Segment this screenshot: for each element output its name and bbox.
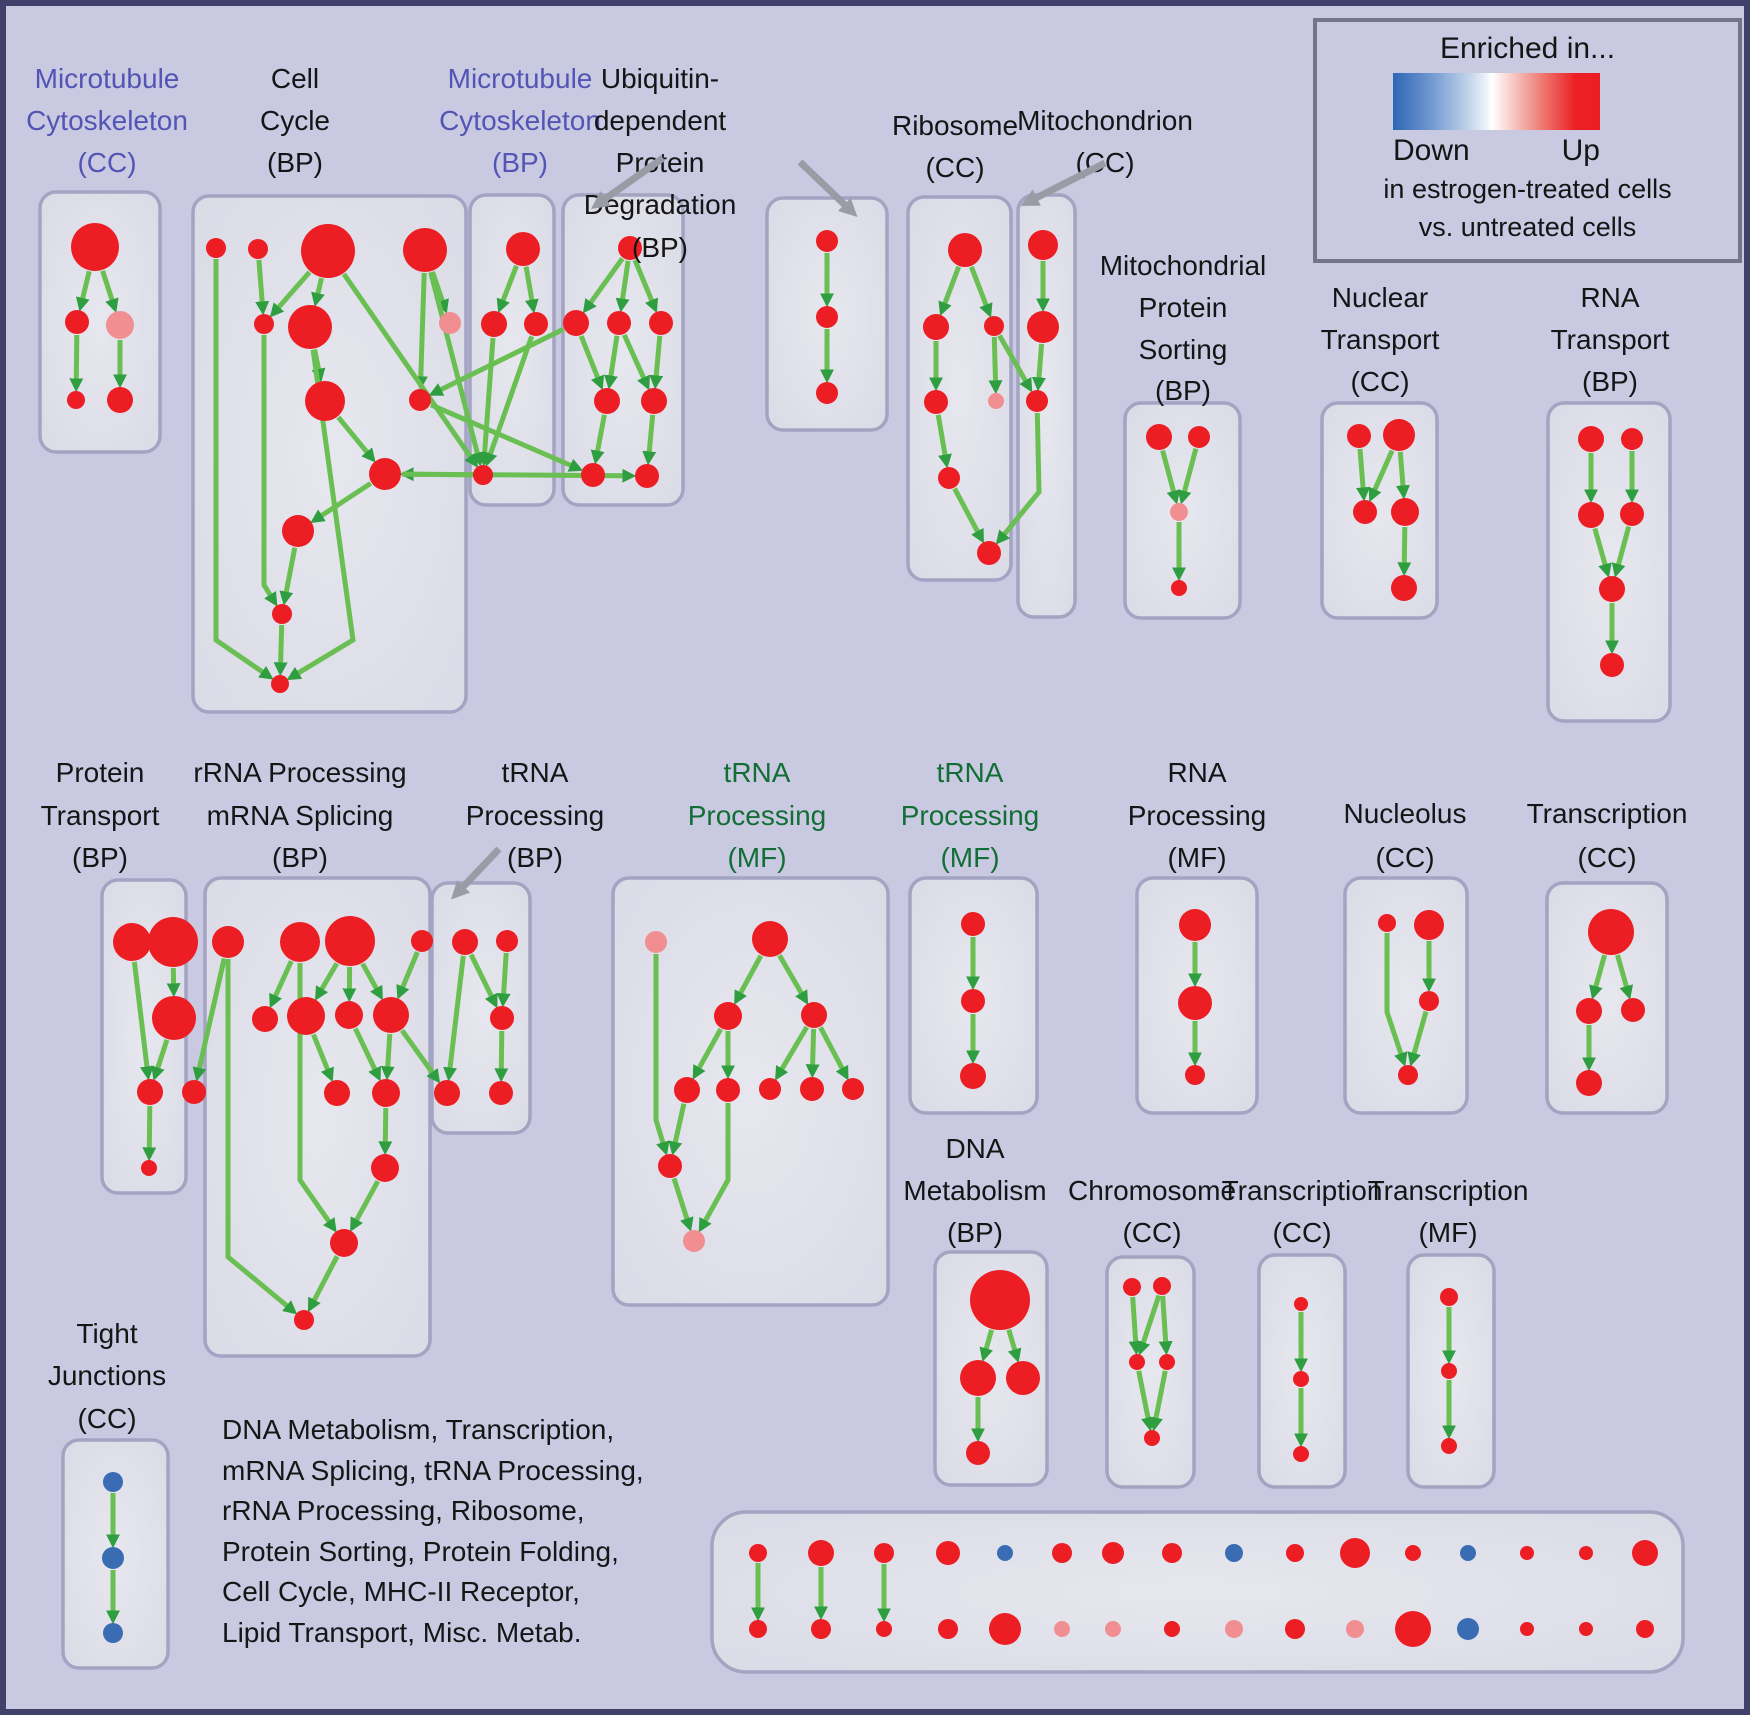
misc-clusters-text-line: DNA Metabolism, Transcription, [222, 1414, 615, 1445]
go-term-node [288, 305, 332, 349]
go-term-node [212, 926, 244, 958]
go-term-node [811, 1619, 831, 1639]
go-term-node [506, 232, 540, 266]
edge-arrow [1360, 449, 1363, 488]
go-term-node [287, 997, 325, 1035]
edge-arrow [1039, 344, 1042, 378]
go-term-node [371, 1154, 399, 1182]
go-term-node [874, 1543, 894, 1563]
go-term-node [1632, 1540, 1658, 1566]
edge-arrow [649, 415, 653, 452]
go-term-node [842, 1078, 864, 1100]
tc1-label: Transcription (CC) [1526, 798, 1688, 873]
go-term-node [1164, 1621, 1180, 1637]
misc-clusters-text-line: rRNA Processing, Ribosome, [222, 1495, 585, 1526]
go-term-node [645, 931, 667, 953]
go-term-node [67, 391, 85, 409]
go-term-node [252, 1006, 278, 1032]
go-term-node [490, 1006, 514, 1030]
go-term-node [988, 393, 1004, 409]
edge-arrow [1163, 1296, 1166, 1342]
go-term-node [876, 1621, 892, 1637]
ch-box [1107, 1257, 1194, 1487]
go-term-node [65, 310, 89, 334]
go-term-node [1286, 1544, 1304, 1562]
go-term-node [1225, 1544, 1243, 1562]
go-term-node [1294, 1297, 1308, 1311]
go-term-node [1440, 1288, 1458, 1306]
go-term-node [1414, 910, 1444, 940]
go-term-node [113, 923, 151, 961]
tj-label: Tight Junctions (CC) [47, 1318, 167, 1434]
go-term-node [1146, 424, 1172, 450]
go-term-node [683, 1230, 705, 1252]
go-term-node [1520, 1622, 1534, 1636]
go-term-node [563, 310, 589, 336]
go-term-node [1123, 1278, 1141, 1296]
mito-label: Mitochondrion (CC) [1017, 105, 1193, 178]
go-term-node [489, 1081, 513, 1105]
go-term-node [594, 388, 620, 414]
go-term-node [182, 1080, 206, 1104]
go-term-node [749, 1544, 767, 1562]
go-term-node [1578, 502, 1604, 528]
tmf-label: Transcription (MF) [1367, 1175, 1529, 1248]
edge-arrow [1400, 452, 1403, 486]
misc-clusters-text [222, 1410, 644, 1653]
go-term-node [1419, 991, 1439, 1011]
go-term-node [1391, 575, 1417, 601]
go-term-node [1178, 986, 1212, 1020]
go-term-node [141, 1160, 157, 1176]
tc2-label: Transcription (CC) [1221, 1175, 1383, 1248]
go-term-node [997, 1545, 1013, 1561]
go-term-node [816, 306, 838, 328]
go-term-node [607, 311, 631, 335]
go-term-node [1225, 1620, 1243, 1638]
go-term-node [102, 1547, 124, 1569]
go-term-node [294, 1310, 314, 1330]
go-term-node [481, 311, 507, 337]
rp-label: RNA Processing (MF) [1127, 757, 1267, 873]
go-term-node [103, 1472, 123, 1492]
go-term-node [1170, 503, 1188, 521]
go-term-node [254, 314, 274, 334]
go-term-node [1347, 424, 1371, 448]
go-term-node [107, 387, 133, 413]
go-term-node [1188, 426, 1210, 448]
go-term-node [1340, 1538, 1370, 1568]
go-term-node [924, 390, 948, 414]
edge-arrow [813, 1029, 814, 1065]
go-term-node [1285, 1619, 1305, 1639]
go-term-node [272, 604, 292, 624]
edge-arrow [421, 273, 424, 377]
edge-arrow [385, 1108, 386, 1142]
go-term-node [1129, 1354, 1145, 1370]
legend-up-label: Up [1561, 134, 1600, 167]
go-term-node [1185, 1065, 1205, 1085]
go-term-node [801, 1002, 827, 1028]
edge-arrow [504, 953, 507, 994]
mtcc-label: Microtubule Cytoskeleton (CC) [26, 63, 188, 178]
go-term-node [248, 239, 268, 259]
go-term-node [324, 1080, 350, 1106]
ub-label: Ubiquitin-dependent Protein Degradation (BP) [583, 63, 737, 263]
go-term-node [301, 224, 355, 278]
go-term-node [674, 1077, 700, 1103]
go-term-node [1520, 1546, 1534, 1560]
legend-down-label: Down [1393, 134, 1470, 167]
go-term-node [206, 238, 226, 258]
go-term-node [1346, 1620, 1364, 1638]
go-term-node [1576, 1070, 1602, 1096]
go-term-node [1026, 390, 1048, 412]
go-term-node [984, 316, 1004, 336]
go-term-node [635, 464, 659, 488]
go-term-node [581, 463, 605, 487]
annotation-arrow [1036, 163, 1105, 198]
legend-gradient-bar [1393, 73, 1600, 130]
go-term-node [1621, 428, 1643, 450]
mps-label: Mitochondrial Protein Sorting (BP) [1099, 250, 1267, 406]
go-term-node [1391, 498, 1419, 526]
go-term-node [71, 223, 119, 271]
go-term-node [1398, 1065, 1418, 1085]
go-term-node [649, 311, 673, 335]
go-term-node [1457, 1618, 1479, 1640]
go-term-node [816, 230, 838, 252]
go-term-node [936, 1541, 960, 1565]
go-term-node [1052, 1543, 1072, 1563]
go-term-node [1144, 1430, 1160, 1446]
go-term-node [938, 467, 960, 489]
go-term-node [411, 930, 433, 952]
go-term-node [923, 314, 949, 340]
go-term-node [1578, 426, 1604, 452]
go-term-node [1620, 502, 1644, 526]
go-term-node [373, 997, 409, 1033]
go-term-node [977, 541, 1001, 565]
edge-arrow [259, 260, 262, 302]
go-term-node [1353, 500, 1377, 524]
go-term-node [1006, 1361, 1040, 1395]
tm2-label: tRNA Processing (MF) [900, 757, 1040, 873]
misc-clusters-text-line: mRNA Splicing, tRNA Processing, [222, 1454, 644, 1486]
go-term-node [137, 1079, 163, 1105]
go-term-node [1378, 914, 1396, 932]
go-term-node [1588, 909, 1634, 955]
go-term-node [658, 1154, 682, 1178]
go-term-node [1293, 1446, 1309, 1462]
tb-label: tRNA Processing (BP) [465, 757, 605, 873]
go-term-node [280, 922, 320, 962]
go-term-node [1159, 1354, 1175, 1370]
go-term-node [1600, 653, 1624, 677]
go-term-node [1395, 1611, 1431, 1647]
legend-subtitle-1: in estrogen-treated cells [1383, 174, 1672, 204]
go-term-node [452, 929, 478, 955]
go-term-node [305, 381, 345, 421]
go-term-node [749, 1620, 767, 1638]
go-term-node [473, 465, 493, 485]
go-term-node [938, 1619, 958, 1639]
go-term-node [330, 1229, 358, 1257]
go-term-node [960, 1360, 996, 1396]
tm1-label: tRNA Processing (MF) [687, 757, 827, 873]
go-term-node [103, 1623, 123, 1643]
nt-label: Nuclear Transport (CC) [1320, 282, 1440, 397]
edge-arrow [149, 1106, 150, 1148]
go-term-node [1027, 311, 1059, 343]
go-term-node [641, 388, 667, 414]
edge-arrow [1133, 1297, 1136, 1342]
go-term-node [1636, 1620, 1654, 1638]
go-term-node [1179, 909, 1211, 941]
edge-arrow [388, 1034, 390, 1067]
go-term-node [1153, 1277, 1171, 1295]
go-term-node [271, 675, 289, 693]
go-term-node [759, 1078, 781, 1100]
go-term-node [1599, 576, 1625, 602]
nt-box [1322, 403, 1437, 618]
pt-label: Protein Transport (BP) [40, 757, 160, 873]
go-term-node [1579, 1546, 1593, 1560]
go-term-node [372, 1079, 400, 1107]
go-term-node [1054, 1621, 1070, 1637]
go-term-node [1293, 1371, 1309, 1387]
edge-arrow [501, 1031, 502, 1069]
edge-arrow [281, 625, 282, 663]
go-term-node [1441, 1438, 1457, 1454]
go-term-node [960, 1063, 986, 1089]
go-term-node [369, 458, 401, 490]
legend-subtitle-2: vs. untreated cells [1418, 212, 1637, 242]
go-term-node [335, 1001, 363, 1029]
legend [1313, 18, 1742, 263]
go-term-node [439, 312, 461, 334]
legend-title: Enriched in... [1439, 32, 1616, 65]
go-term-node [816, 382, 838, 404]
go-term-node [716, 1078, 740, 1102]
go-term-node [970, 1270, 1030, 1330]
go-term-node [989, 1613, 1021, 1645]
go-term-node [1383, 419, 1415, 451]
go-term-node [966, 1441, 990, 1465]
go-term-node [800, 1077, 824, 1101]
go-term-node [1460, 1545, 1476, 1561]
go-term-node [1105, 1621, 1121, 1637]
misc-clusters-text-line: Cell Cycle, MHC-II Receptor, [222, 1576, 580, 1607]
go-term-node [961, 989, 985, 1013]
go-term-node [961, 912, 985, 936]
go-term-node [496, 930, 518, 952]
go-term-node [752, 921, 788, 957]
mb-label: Microtubule Cytoskeleton (BP) [439, 63, 601, 178]
misc-clusters-text-line: Lipid Transport, Misc. Metab. [222, 1616, 582, 1648]
go-term-node [409, 389, 431, 411]
legend-axis-labels [1393, 134, 1600, 168]
misc-clusters-text-line: Protein Sorting, Protein Folding, [222, 1535, 619, 1567]
rt-label: RNA Transport (BP) [1550, 282, 1670, 397]
go-term-node [524, 312, 548, 336]
go-term-node [148, 917, 198, 967]
rr-label: rRNA Processing mRNA Splicing (BP) [193, 757, 407, 873]
go-term-node [1162, 1543, 1182, 1563]
go-term-node [106, 311, 134, 339]
go-term-node [325, 916, 375, 966]
rib-label: Ribosome (CC) [891, 110, 1019, 183]
go-term-node [282, 515, 314, 547]
cc-label: Cell Cycle (BP) [259, 63, 331, 178]
misc-box [712, 1512, 1683, 1672]
edge-arrow [1404, 527, 1405, 563]
go-term-node [434, 1080, 460, 1106]
nu-label: Nucleolus (CC) [1343, 798, 1467, 873]
go-term-node [1102, 1542, 1124, 1564]
edge-arrow [994, 337, 995, 381]
go-term-node [152, 996, 196, 1040]
go-term-node [1028, 230, 1058, 260]
go-term-node [1579, 1622, 1593, 1636]
go-term-node [948, 233, 982, 267]
go-term-node [1621, 998, 1645, 1022]
go-term-node [1576, 998, 1602, 1024]
go-term-node [1405, 1545, 1421, 1561]
go-term-node [1441, 1363, 1457, 1379]
go-term-node [714, 1002, 742, 1030]
edge-arrow [76, 335, 77, 379]
dm-label: DNA Metabolism (BP) [903, 1133, 1047, 1248]
go-term-node [403, 228, 447, 272]
go-term-node [808, 1540, 834, 1566]
ch-label: Chromosome (CC) [1067, 1175, 1237, 1248]
go-term-node [1171, 580, 1187, 596]
